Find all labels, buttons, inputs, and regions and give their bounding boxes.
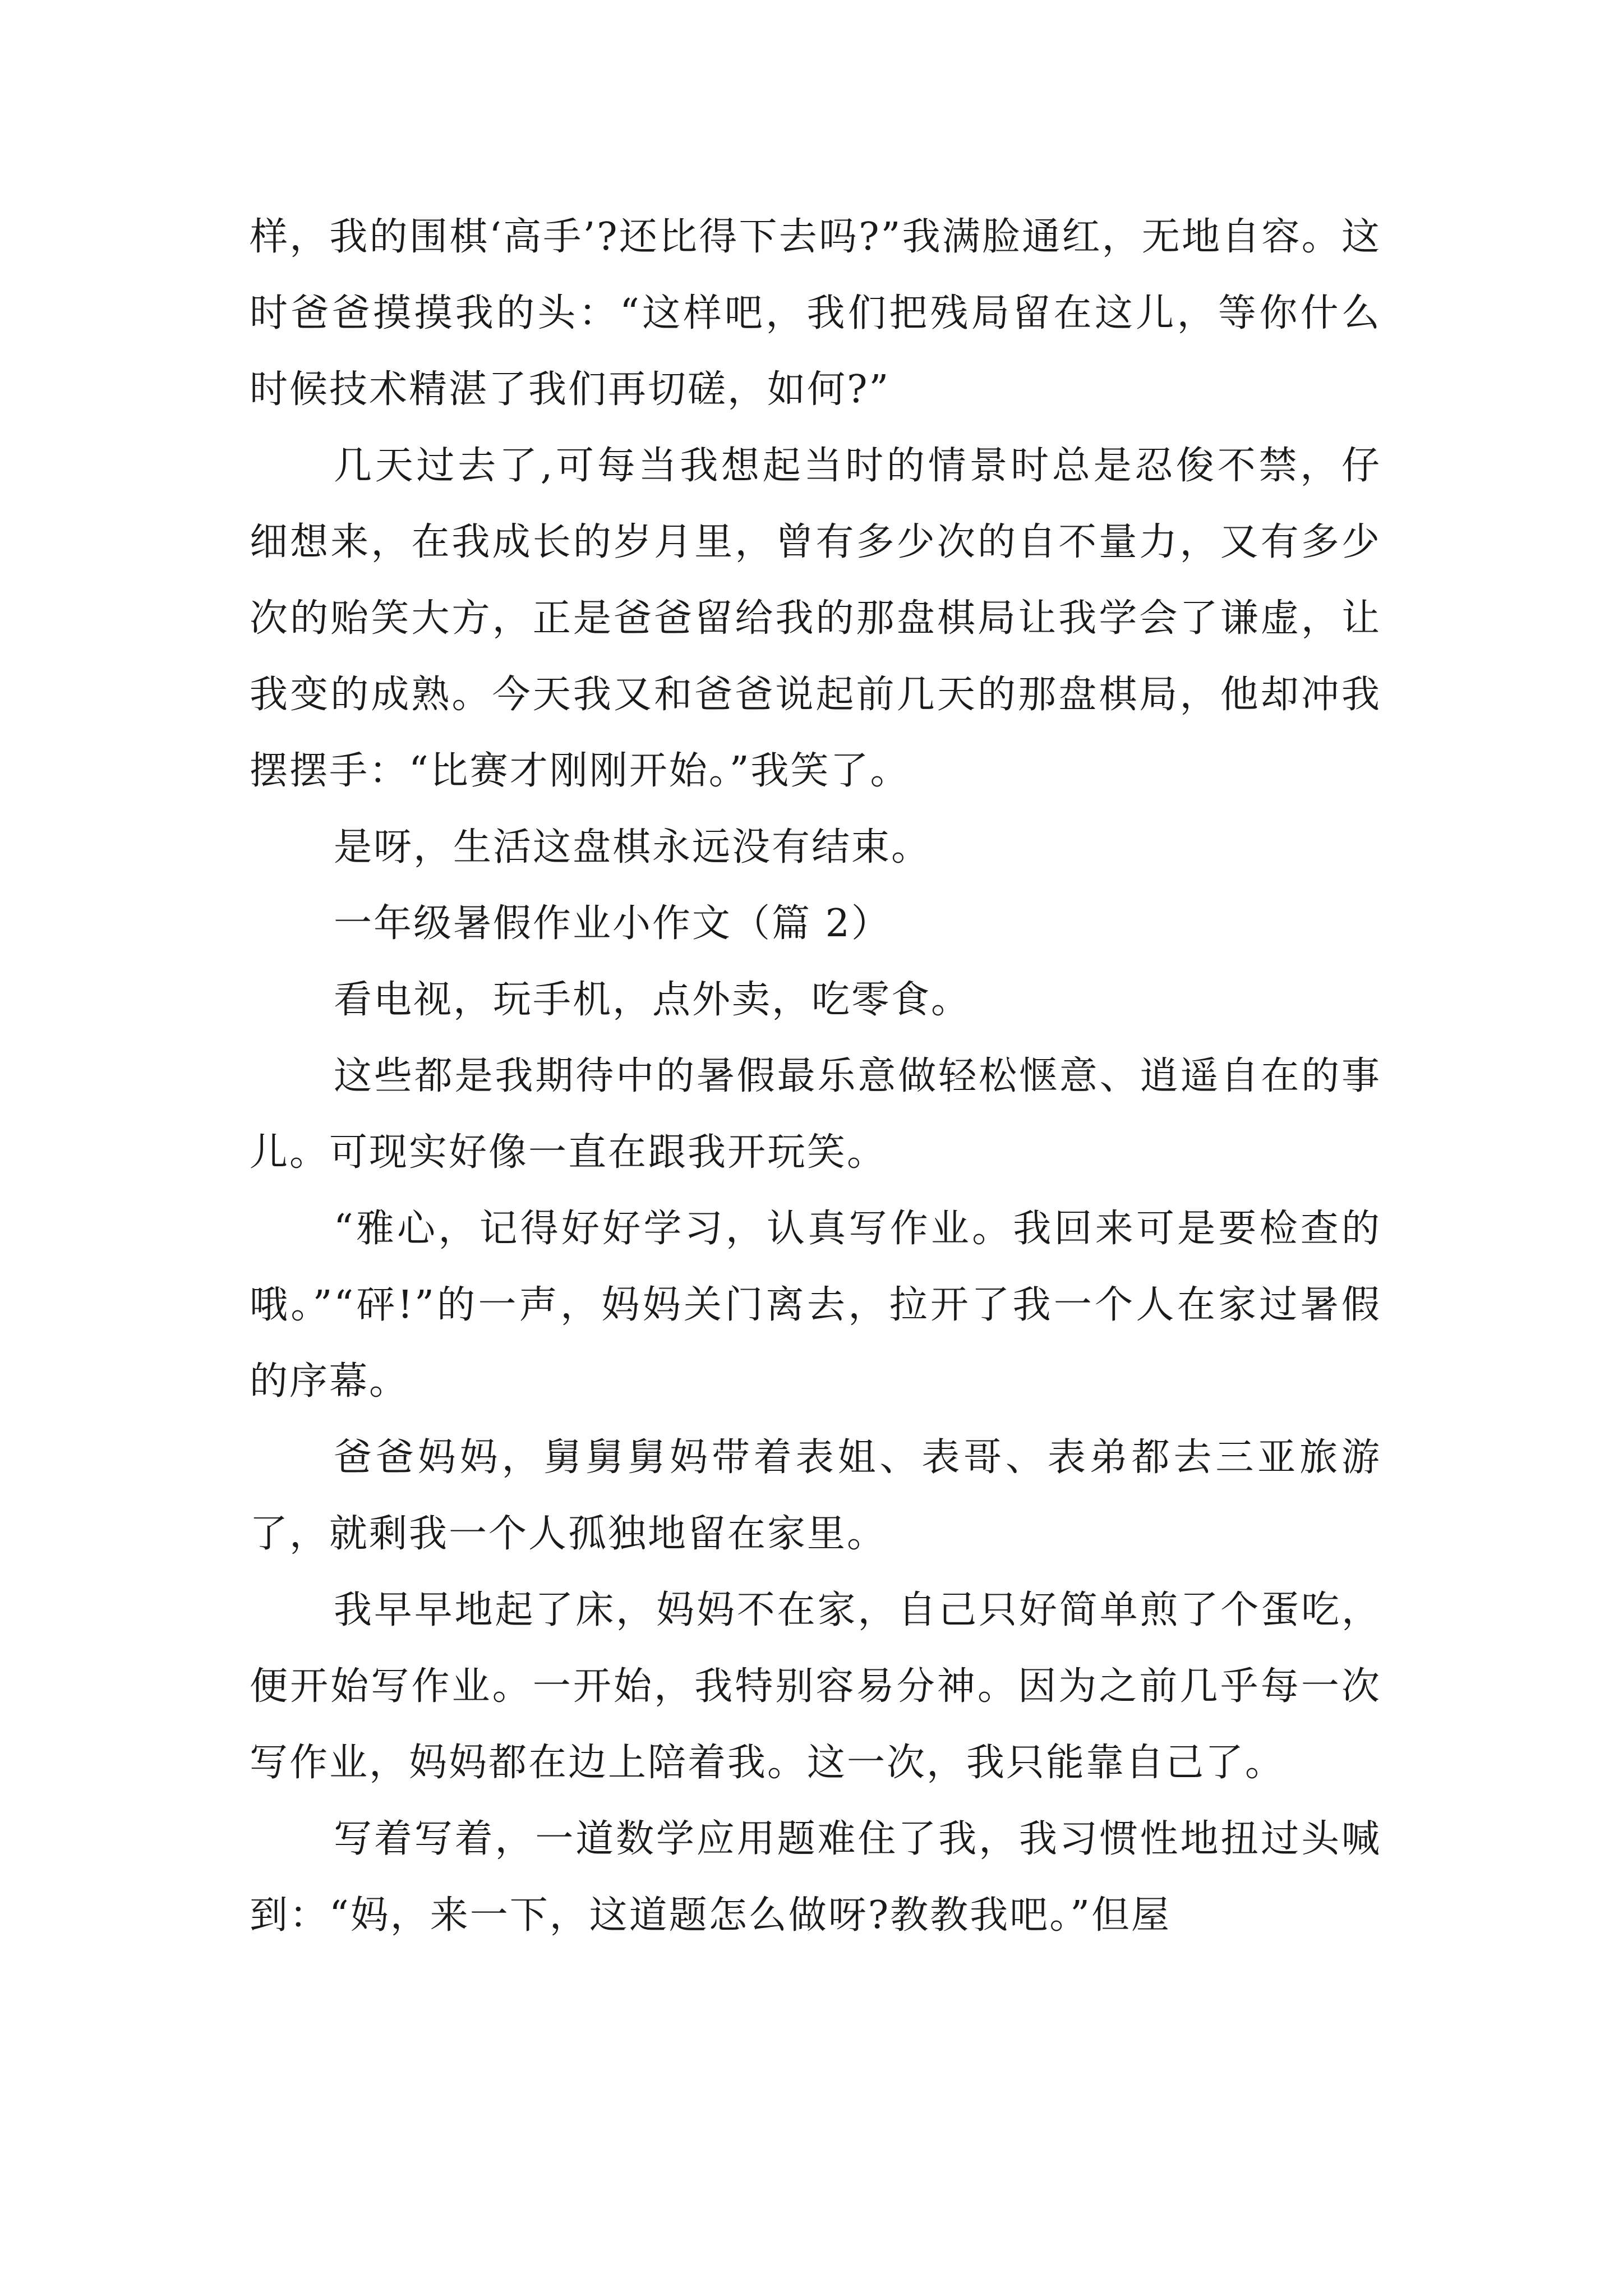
section-heading: 一年级暑假作业小作文（篇 2）: [334, 901, 891, 946]
paragraph: 是呀，生活这盘棋永远没有结束。: [334, 825, 932, 869]
paragraph: 这些都是我期待中的暑假最乐意做轻松惬意、逍遥自在的事儿。可现实好像一直在跟我开玩笑。: [250, 1054, 1381, 1175]
paragraph: 看电视，玩手机，点外卖，吃零食。: [334, 978, 971, 1022]
paragraph: “雅心，记得好好学习，认真写作业。我回来可是要检查的哦。”“砰!”的一声，妈妈关门离去，拉开了我一个人在家过暑假的序幕。: [250, 1207, 1381, 1404]
paragraph: 我早早地起了床，妈妈不在家，自己只好简单煎了个蛋吃，便开始写作业。一开始，我特别容易分神。因为之前几乎每一次写作业，妈妈都在边上陪着我。这一次，我只能靠自己了。: [250, 1588, 1381, 1785]
paragraph: 几天过去了,可每当我想起当时的情景时总是忍俊不禁，仔细想来，在我成长的岁月里，曾有多少次的自不量力，又有多少次的贻笑大方，正是爸爸留给我的那盘棋局让我学会了谦虚，让我变的成熟。今天我又和爸爸说起前几天的那盘棋局，他却冲我摆摆手：“比赛才刚刚开始。”我笑了。: [250, 444, 1381, 793]
paragraph: 爸爸妈妈，舅舅舅妈带着表姐、表哥、表弟都去三亚旅游了，就剩我一个人孤独地留在家里。: [250, 1435, 1381, 1556]
document-body: [250, 199, 1381, 1954]
paragraph: 写着写着，一道数学应用题难住了我，我习惯性地扭过头喊到：“妈，来一下，这道题怎么做呀?教教我吧。”但屋: [250, 1817, 1381, 1938]
paragraph: 样，我的围棋‘高手’?还比得下去吗?”我满脸通红，无地自容。这时爸爸摸摸我的头：“这样吧，我们把残局留在这儿，等你什么时候技术精湛了我们再切磋，如何?”: [250, 215, 1382, 412]
